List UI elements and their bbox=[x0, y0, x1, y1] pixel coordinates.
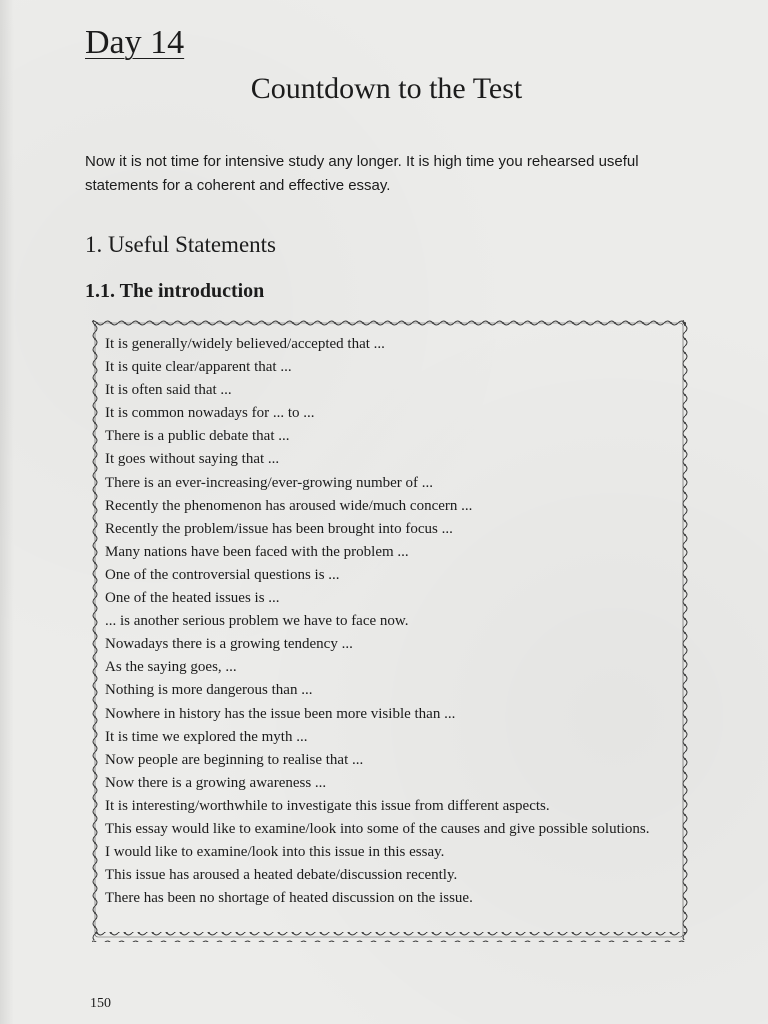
statement-item: Recently the phenomenon has aroused wide/much concern ... bbox=[105, 497, 473, 514]
statement-item: It is interesting/worthwhile to investigate this issue from different aspects. bbox=[105, 797, 550, 814]
statement-item: There has been no shortage of heated discussion on the issue. bbox=[105, 890, 473, 907]
statement-item: It is time we explored the myth ... bbox=[105, 728, 308, 745]
statement-item: Nowadays there is a growing tendency ... bbox=[105, 636, 353, 653]
statement-item: Nowhere in history has the issue been more visible than ... bbox=[105, 705, 456, 722]
subsection-heading: 1.1. The introduction bbox=[85, 280, 265, 302]
statement-item: It is generally/widely believed/accepted that ... bbox=[105, 336, 385, 352]
statement-item: Now people are beginning to realise that ... bbox=[105, 751, 364, 768]
statement-item: One of the controversial questions is ... bbox=[105, 566, 340, 583]
statement-item: ... is another serious problem we have to face now. bbox=[105, 613, 409, 630]
statement-item: Recently the problem/issue has been brought into focus ... bbox=[105, 520, 453, 537]
day-heading: Day 14 bbox=[85, 24, 185, 61]
introduction-statements-list bbox=[105, 333, 675, 910]
statement-item: Many nations have been faced with the problem ... bbox=[105, 543, 409, 560]
intro-paragraph: Now it is not time for intensive study any longer. It is high time you rehearsed useful statements for a coherent and effective essay. bbox=[85, 153, 639, 194]
page-number: 150 bbox=[90, 996, 111, 1011]
statement-item: It is quite clear/apparent that ... bbox=[105, 359, 292, 376]
page-title: Countdown to the Test bbox=[250, 72, 523, 105]
statement-item: I would like to examine/look into this issue in this essay. bbox=[105, 844, 445, 861]
statement-item: There is an ever-increasing/ever-growing number of ... bbox=[105, 474, 434, 491]
statement-item: This issue has aroused a heated debate/discussion recently. bbox=[105, 867, 458, 884]
statement-item: Nothing is more dangerous than ... bbox=[105, 682, 313, 699]
statement-item: This essay would like to examine/look into some of the causes and give possible solutions. bbox=[105, 820, 650, 837]
statement-item: It is common nowadays for ... to ... bbox=[105, 405, 315, 422]
statement-item: Now there is a growing awareness ... bbox=[105, 774, 327, 791]
statement-item: There is a public debate that ... bbox=[105, 428, 290, 445]
statement-item: As the saying goes, ... bbox=[105, 659, 237, 676]
section-heading: 1. Useful Statements bbox=[85, 232, 276, 257]
statement-item: One of the heated issues is ... bbox=[105, 590, 280, 607]
statement-item: It goes without saying that ... bbox=[105, 451, 280, 468]
statement-item: It is often said that ... bbox=[105, 382, 232, 399]
